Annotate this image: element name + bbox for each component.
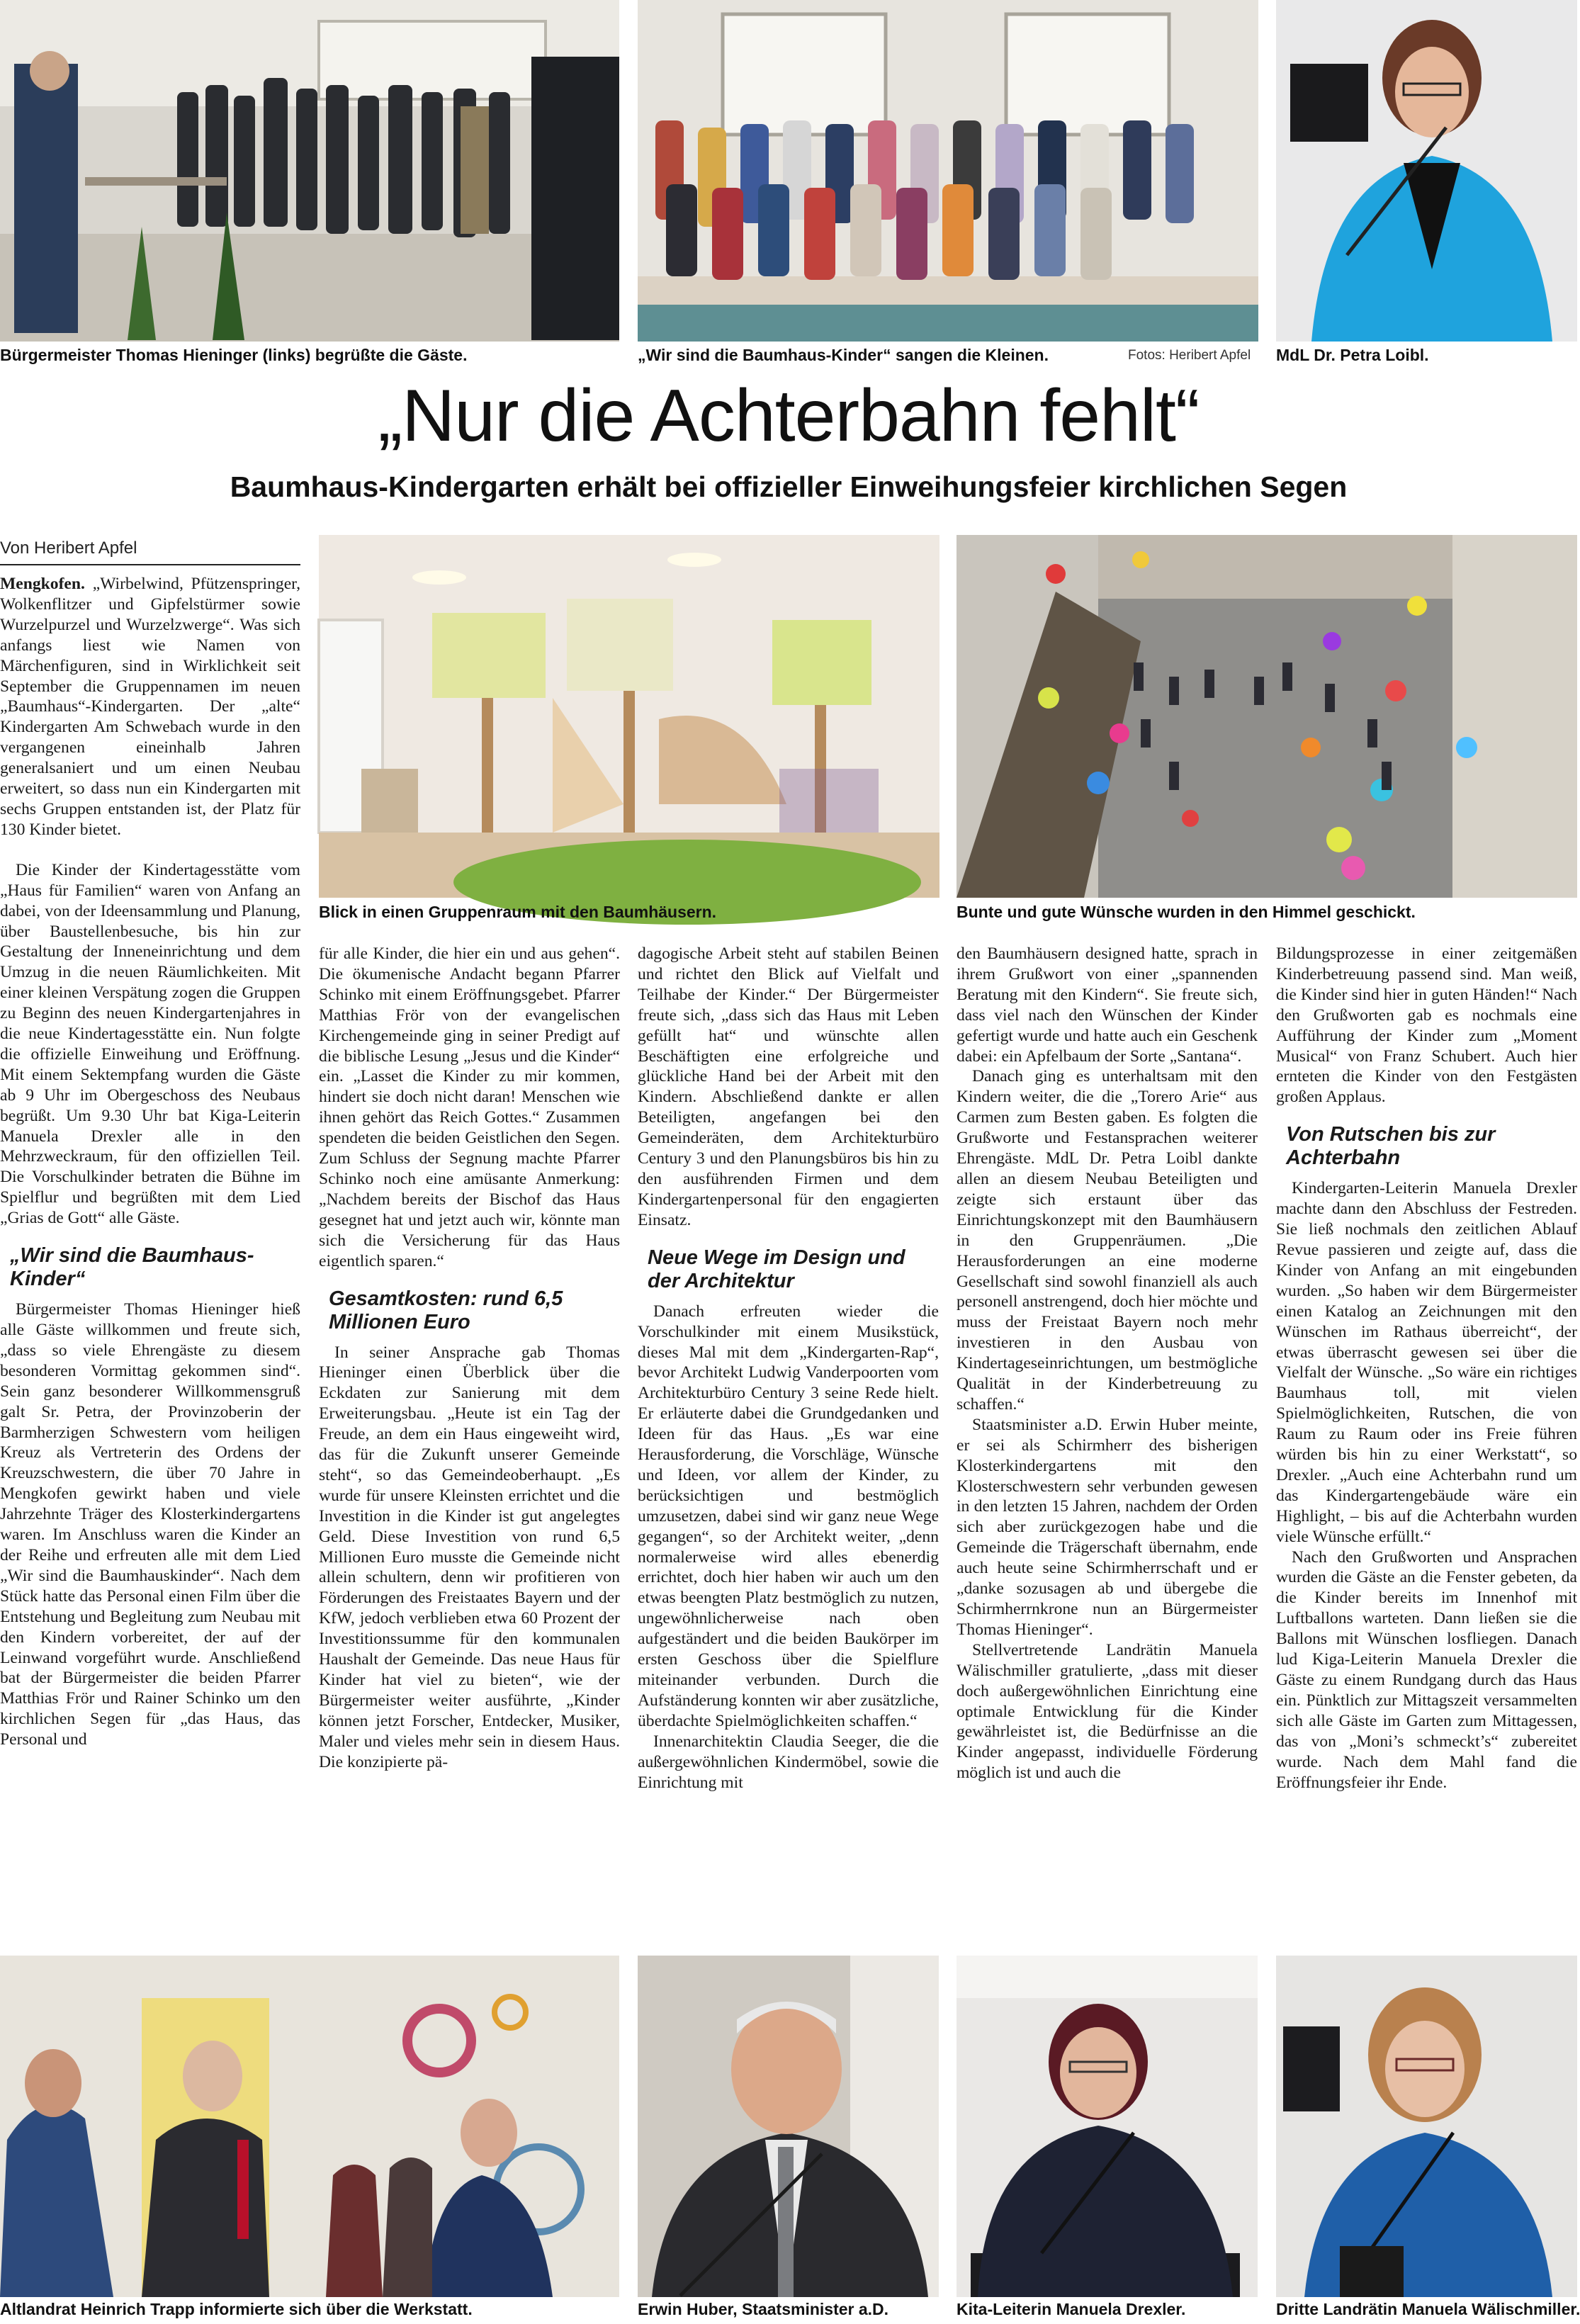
photo-balloons-courtyard xyxy=(957,535,1577,898)
caption-trapp: Altlandrat Heinrich Trapp informierte sich über die Werkstatt. xyxy=(0,2300,473,2318)
article-intro: „Wirbelwind, Pfützenspringer, Wolkenflitzer und Gipfelstürmer sowie Wurzelpurzel und Wurzelzwerge“. Was sich anfangs liest wie Namen von Märchenfiguren, sind in Wirklichkeit seit September die Gruppennamen im neuen „Baumhaus“-Kindergarten. Der „alte“ Kindergarten Am Schwebach wurde in den vergangenen eineinhalb Jahren generalsaniert und um einen Neubau erweitert, so dass nun ein Kindergarten mit sechs Gruppen entstanden ist, der Platz für 130 Kinder bietet. xyxy=(0,575,300,839)
photo-trapp-workshop xyxy=(0,1956,619,2297)
article-column-2 xyxy=(319,944,620,1771)
article-paragraph: Innenarchitektin Claudia Seeger, die die außergewöhnlichen Kindermöbel, sowie die Einrichtung mit xyxy=(638,1732,939,1792)
dateline: Mengkofen. xyxy=(0,575,85,593)
article-column-4 xyxy=(957,944,1258,1783)
article-column-5 xyxy=(1276,944,1577,1792)
subheading-neue-wege: Neue Wege im Design und der Architektur xyxy=(648,1246,905,1292)
article-column-1 xyxy=(0,574,300,1749)
article-paragraph: den Baumhäusern designed hatte, sprach in ihrem Grußwort von einer „spannenden Beratung mit den Kindern“. Sie freute sich, dass viel nach den Wünschen der Kinder gefertigt wurde und hatte auch ein Geschenk dabei: ein Apfelbaum der Sorte „Santana“. xyxy=(957,944,1258,1066)
article-paragraph: Kindergarten-Leiterin Manuela Drexler machte dann den Abschluss der Festreden. Sie ließ nochmals den zeitlichen Ablauf Revue passieren und zeigte auf, dass die Kinder von Anfang an mit eingebunden wurden. „So haben wir dem Bürgermeister einen Katalog an Zeichnungen mit den Wünschen im Rathaus überreicht“, der etwas überrascht gewesen sei über die Vielfalt der Wünsche. „So wäre ein richtiges Baumhaus toll, mit vielen Spielmöglichkeiten, Rutschen, die von Raum zu Raum oder ins Freie führen würden bis hin zu einer Werkstatt“, so Drexler. „Auch eine Achterbahn rund um das Kindergartengebäude wäre ein Highlight, – bis auf die Achterbahn wurden viele Wünsche erfüllt.“ xyxy=(1276,1179,1577,1546)
article-paragraph: In seiner Ansprache gab Thomas Hieninger einen Überblick über die Eckdaten zur Sanierung mit dem Erweiterungsbau. „Heute ist ein Tag der Freude, an dem ein Haus eingeweiht wird, das für die Zukunft unserer Gemeinde steht“, so das Gemeindeoberhaupt. „Es wurde für unsere Kleinsten errichtet und die Investition in die Kinder ist gut angelegtes Geld. Diese Investition von rund 6,5 Millionen Euro musste die Gemeinde nicht allein schultern, denn wir profitieren von Förderungen des Freistaates Bayern und der KfW, jedoch verblieben etwa 60 Prozent der Investitionssumme für den kommunalen Haushalt der Gemeinde. Das neue Haus für Kinder hat viel zu bieten“, wie der Bürgermeister weiter ausführte, „Kinder können jetzt Forscher, Entdecker, Musiker, Maler und vieles mehr sein in diesem Haus. Die konzipierte pä- xyxy=(319,1343,620,1771)
article-paragraph: Danach ging es unterhaltsam mit den Kindern weiter, die die „Torero Arie“ aus Carmen zum Besten gaben. Es folgten die Grußworte und Festansprachen weiterer Ehrengäste. MdL Dr. Petra Loibl dankte allen an diesem Neubau Beteiligten und zeigte sich erstaunt über das Einrichtungskonzept mit den Baumhäusern in den Gruppenräumen. „Die Herausforderungen an eine moderne Gesellschaft sind sowohl finanziell als auch personell anstrengend, doch hier möchte und muss der Freistaat Bayern noch mehr investieren in den Ausbau von Kindertageseinrichtungen, um bestmögliche Qualität in der Kinderbetreuung zu schaffen.“ xyxy=(957,1067,1258,1414)
article-paragraph: Bildungsprozesse in einer zeitgemäßen Kinderbetreuung passend sind. Man weiß, die Kinder sind hier in guten Händen!“ Nach den Grußworten gab es nochmals eine Aufführung der Kinder zum „Moment Musical“ von Franz Schubert. Auch hier ernteten die Kinder von den Festgästen großen Applaus. xyxy=(1276,944,1577,1107)
article-paragraph: Staatsminister a.D. Erwin Huber meinte, er sei als Schirmherr des bisherigen Klosterkindergartens mit den Klosterschwestern sehr verbunden gewesen in den letzten 15 Jahren, nachdem der Orden sich aber zurückgezogen habe und die Gemeinde die Trägerschaft übernahm, ende auch heute seine Schirmherrschaft und er „danke sozusagen ab und übergebe die Schirmherrnkrone nun an Bürgermeister Thomas Hieninger“. xyxy=(957,1415,1258,1639)
article-paragraph: für alle Kinder, die hier ein und aus gehen“. Die ökumenische Andacht begann Pfarrer Schinko mit einem Eröffnungsgebet. Pfarrer Matthias Frör von der evangelischen Kirchengemeinde ging in seiner Predigt auf die biblische Lesung „Jesus und die Kinder“ ein. „Lasset die Kinder zu mir kommen, hindert sie doch nicht daran! Menschen wie ihnen gehört das Reich Gottes.“ Zusammen spendeten die beiden Geistlichen den Segen. Zum Schluss der Segnung machte Pfarrer Schinko noch eine amüsante Anmerkung: „Nachdem bereits der Bischof das Haus gesegnet hat und jetzt auch wir, könnte man sich die Versicherung für das Haus eigentlich sparen.“ xyxy=(319,944,620,1270)
article-paragraph: Nach den Grußworten und Ansprachen wurden die Gäste an die Fenster gebeten, da die Kinder bereits im Innenhof mit Luftballons warteten. Dann ließen sie die Ballons mit Wünschen losfliegen. Danach lud Kiga-Leiterin Manuela Drexler die Gäste zu einem Rundgang durch das Haus ein. Pünktlich zur Mittagszeit versammelten sich alle Gäste im Garten zum Mittagessen, das von „Moni’s schmeckt’s“ zubereitet wurde. Nach dem Mahl fand die Eröffnungsfeier ihr Ende. xyxy=(1276,1547,1577,1792)
photo-group-room-treehouses xyxy=(319,535,939,898)
subheading-gesamtkosten: Gesamtkosten: rund 6,5 Millionen Euro xyxy=(329,1287,563,1333)
photo-mayor-greeting xyxy=(0,0,619,342)
caption-huber: Erwin Huber, Staatsminister a.D. xyxy=(638,2300,889,2318)
photo-credit: Fotos: Heribert Apfel xyxy=(1128,348,1251,363)
caption-group-room: Blick in einen Gruppenraum mit den Baumhäusern. xyxy=(319,903,717,921)
subheading-baumhaus-kinder: „Wir sind die Baumhaus-Kinder“ xyxy=(10,1244,254,1291)
caption-children-singing: „Wir sind die Baumhaus-Kinder“ sangen die Kleinen. xyxy=(638,346,1049,364)
caption-drexler: Kita-Leiterin Manuela Drexler. xyxy=(957,2300,1186,2318)
article-paragraph: Bürgermeister Thomas Hieninger hieß alle Gäste willkommen und freute sich, „dass so viele Ehrengäste zu diesem besonderen Vormittag gekommen sind“. Sein ganz besonderer Willkommensgruß galt Sr. Petra, der Provinzoberin der Barmherzigen Schwestern vom heiligen Kreuz als Vertreterin des Ordens der Kreuzschwestern, die über 70 Jahre in Mengkofen gewirkt haben und viele Jahrzehnte Träger des Klosterkindergartens waren. Im Anschluss waren die Kinder an der Reihe und erfreuten alle mit dem Lied „Wir sind die Baumhauskinder“. Nach dem Stück hatte das Personal einen Film über die Entstehung und Begleitung zum Neubau mit den Kindern vorbereitet, der auf der Leinwand vorgeführt wurde. Anschließend bat der Bürgermeister die beiden Pfarrer Matthias Frör und Rainer Schinko um den kirchlichen Segen für „das Haus, das Personal und xyxy=(0,1300,300,1749)
subheading-rutschen-achterbahn: Von Rutschen bis zur Achterbahn xyxy=(1286,1123,1496,1170)
byline: Von Heribert Apfel xyxy=(0,538,300,565)
headline: „Nur die Achterbahn fehlt“ xyxy=(378,375,1200,457)
caption-petra-loibl: MdL Dr. Petra Loibl. xyxy=(1276,346,1429,364)
caption-waelischmiller: Dritte Landrätin Manuela Wälischmiller. xyxy=(1276,2300,1580,2318)
article-column-3 xyxy=(638,944,939,1792)
photo-children-singing xyxy=(638,0,1258,342)
photo-erwin-huber xyxy=(638,1956,939,2297)
subheadline: Baumhaus-Kindergarten erhält bei offizieller Einweihungsfeier kirchlichen Segen xyxy=(230,470,1348,503)
photo-manuela-drexler xyxy=(957,1956,1258,2297)
article-paragraph: Danach erfreuten wieder die Vorschulkinder mit einem Musikstück, dieses Mal mit dem „Kindergarten-Rap“, bevor Architekt Ludwig Vanderpoorten vom Architekturbüro Century 3 seine Rede hielt. Er erläuterte dabei die Grundgedanken und Ideen für das Haus. „Es war eine Herausforderung, die Vorschläge, Wünsche und Ideen, vor allem der Kinder, zu berücksichtigen und bestmöglich umzusetzen, dabei sind wir ganz neue Wege gegangen“, so der Architekt weiter, „denn normalerweise wird alles ebenerdig errichtet, doch hier haben wir auch um den etwas beengten Platz bestmöglich zu nutzen, ungewöhnlicherweise nach oben aufgeständert und die beiden Baukörper im ersten Geschoss über die Spielflure miteinander verbunden. Durch die Aufständerung konnten wir aber zusätzliche, überdachte Spielmöglichkeiten schaffen.“ xyxy=(638,1302,939,1730)
caption-balloons: Bunte und gute Wünsche wurden in den Himmel geschickt. xyxy=(957,903,1416,921)
photo-manuela-waelischmiller xyxy=(1276,1956,1577,2297)
article-paragraph: Die Kinder der Kindertagesstätte vom „Haus für Familien“ waren von Anfang an dabei, von der Ideensammlung und Planung, über Baustellenbesuche, bis hin zur Gestaltung der Inneneinrichtung und dem Umzug in die neuen Räumlichkeiten. Mit einer kleinen Verspätung zogen die Gruppen zu Beginn des neuen Kindergartenjahres in die neue Kindertagesstätte ein. Nun folgte die offizielle Einweihung und Eröffnung. Mit einem Sektempfang wurden die Gäste ab 9 Uhr im Obergeschoss des Neubaus begrüßt. Um 9.30 Uhr bat Kiga-Leiterin Manuela Drexler alle in den Mehrzweckraum, für den offiziellen Teil. Die Vorschulkinder betraten die Bühne im Spielflur und begrüßten mit dem Lied „Grias de Gott“ alle Gäste. xyxy=(0,860,300,1228)
caption-mayor-greeting: Bürgermeister Thomas Hieninger (links) begrüßte die Gäste. xyxy=(0,346,468,364)
article-paragraph: Stellvertretende Landrätin Manuela Wälischmiller gratulierte, „dass mit dieser doch außergewöhnlichen Einrichtung eine optimale Entwicklung für die Kinder gewährleistet ist, die Bedürfnisse an die Kinder angepasst, individuelle Förderung möglich ist und auch die xyxy=(957,1640,1258,1783)
article-paragraph: dagogische Arbeit steht auf stabilen Beinen und richtet den Blick auf Vielfalt und Teilhabe der Kinder.“ Der Bürgermeister freute sich, „dass sich das Haus mit Leben gefüllt hat“ und wünschte allen Beschäftigten eine erfolgreiche und glückliche Hand bei der Arbeit mit den Kindern. Abschließend dankte er allen Beteiligten, angefangen bei den Gemeinderäten, dem Architekturbüro Century 3 und den Planungsbüros bis hin zu den ausführenden Firmen und dem Kindergartenpersonal für den engagierten Einsatz. xyxy=(638,944,939,1229)
photo-petra-loibl xyxy=(1276,0,1577,342)
